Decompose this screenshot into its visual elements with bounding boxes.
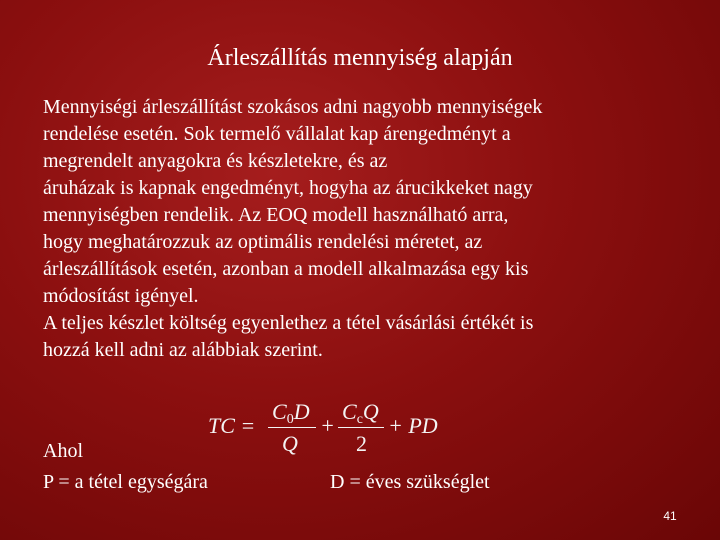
formula-frac1-denominator: Q — [282, 431, 298, 456]
body-line: árleszállítások esetén, azonban a modell alkalmazása egy kis — [43, 258, 529, 280]
body-line: Mennyiségi árleszállítást szokásos adni nagyobb mennyiségek — [43, 96, 543, 118]
formula-plus: + — [320, 413, 335, 438]
body-line: megrendelt anyagokra és készletekre, és az — [43, 150, 388, 172]
formula-tail: + PD — [388, 413, 438, 438]
formula-frac1-numerator: $C_0D$ — [272, 399, 310, 427]
body-line: hogy meghatározzuk az optimális rendelési méretet, az — [43, 231, 483, 253]
body-line: módosítást igényel. — [43, 285, 199, 307]
body-line: A teljes készlet költség egyenlethez a tétel vásárlási értékét is — [43, 312, 534, 334]
body-line: mennyiségben rendelik. Az EOQ modell használható arra, — [43, 204, 509, 226]
formula-lhs: TC = — [208, 413, 256, 438]
formula-frac2-bar — [338, 427, 384, 428]
formula-frac1-bar — [268, 427, 316, 428]
slide-title: Árleszállítás mennyiség alapján — [207, 45, 513, 71]
body-line: rendelése esetén. Sok termelő vállalat kap árengedményt a — [43, 123, 511, 145]
ahol-label: Ahol — [43, 440, 83, 462]
body-text — [43, 94, 693, 364]
definition-p: P = a tétel egységára — [43, 471, 208, 493]
total-cost-formula — [208, 396, 458, 460]
formula-frac2-denominator: 2 — [356, 431, 367, 456]
formula-frac2-numerator: $C_cQ$ — [342, 399, 379, 427]
body-line: áruházak is kapnak engedményt, hogyha az árucikkeket nagy — [43, 177, 533, 199]
page-number: 41 — [663, 509, 677, 523]
definition-d: D = éves szükséglet — [330, 471, 490, 493]
body-line: hozzá kell adni az alábbiak szerint. — [43, 339, 323, 361]
